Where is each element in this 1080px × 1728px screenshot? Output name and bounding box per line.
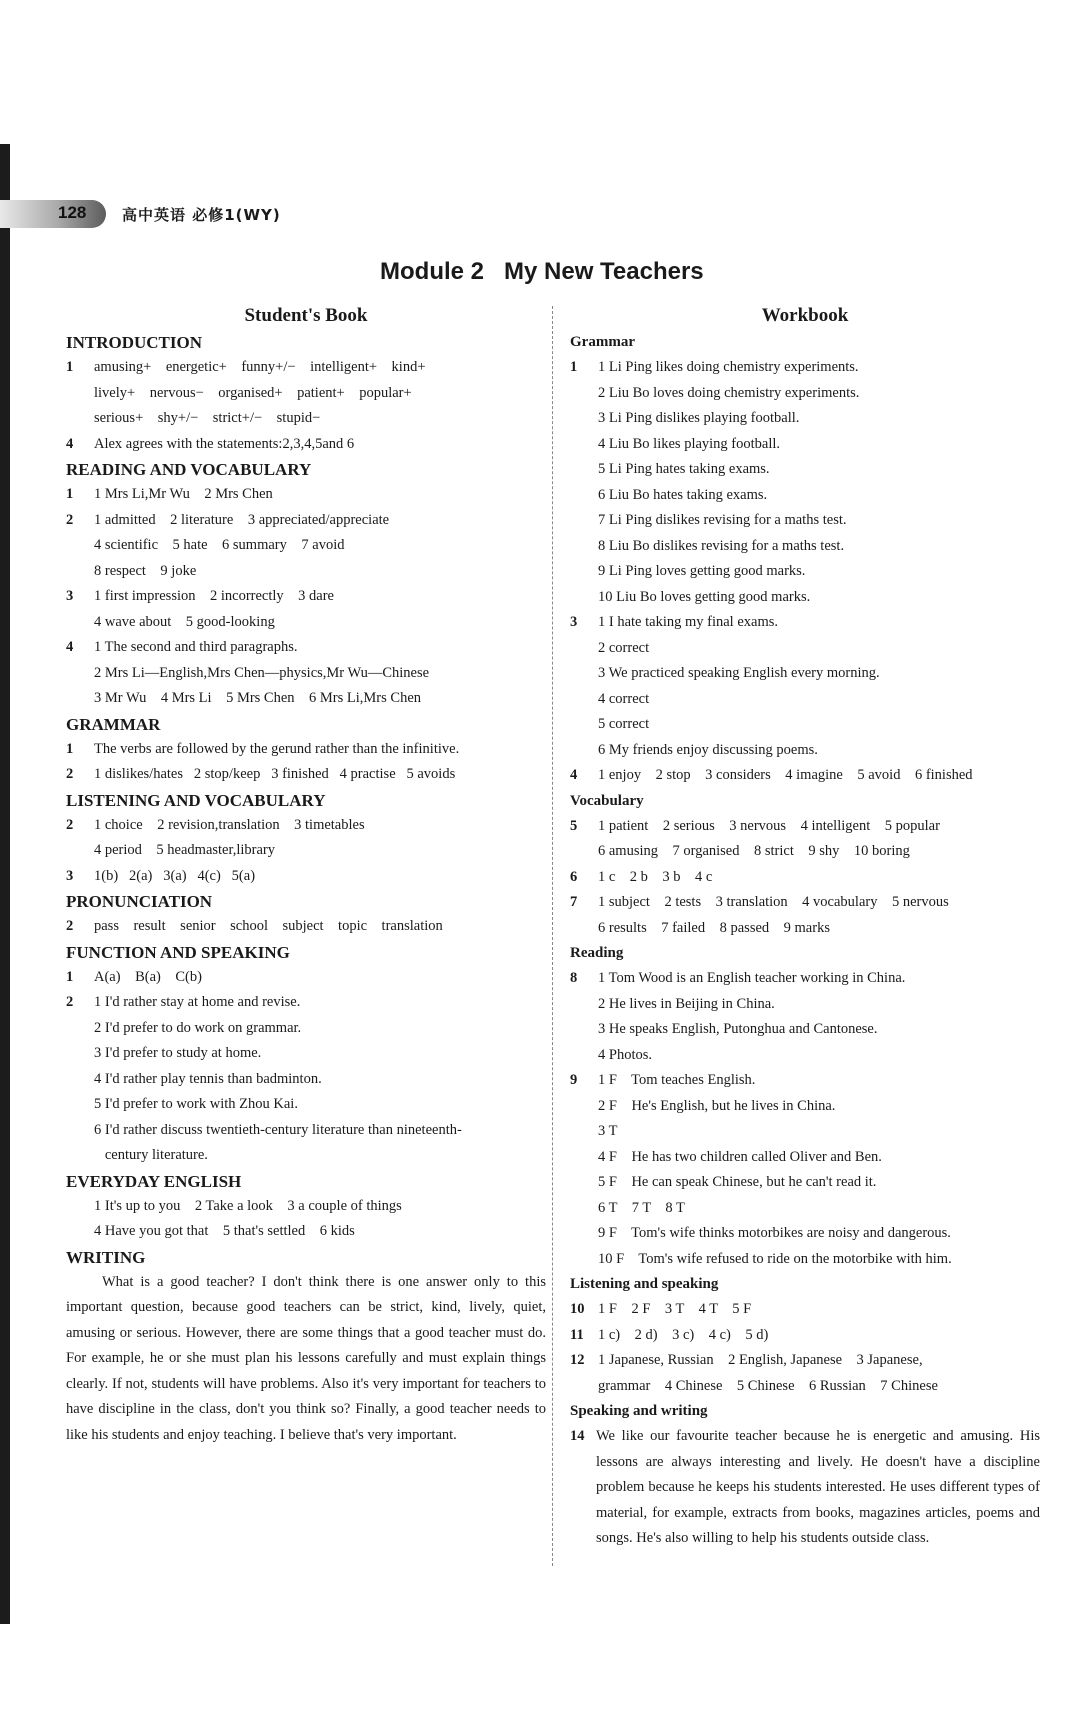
answer-item xyxy=(570,1068,1040,1272)
answer-line: A(a) B(a) C(b) xyxy=(94,968,202,985)
answer-line: 1 F 2 F 3 T 4 T 5 F xyxy=(598,1301,752,1317)
page-edge-bar xyxy=(0,144,10,1624)
item-number: 3 xyxy=(66,588,74,604)
answer-item xyxy=(570,814,1040,865)
item-number: 8 xyxy=(570,970,578,986)
answer-line: 5 F He can speak Chinese, but he can't read it. xyxy=(598,1174,877,1190)
answer-item xyxy=(66,990,546,1169)
section-heading: EVERYDAY ENGLISH xyxy=(66,1171,242,1191)
answer-line: 6 Liu Bo hates taking exams. xyxy=(598,486,768,503)
answer-line: Alex agrees with the statements:2,3,4,5and 6 xyxy=(94,435,355,452)
answer-item xyxy=(570,1348,1040,1399)
answer-line: 2 He lives in Beijing in China. xyxy=(598,995,775,1012)
answer-line: 4 correct xyxy=(598,690,650,707)
section-heading: Grammar xyxy=(570,334,635,350)
answer-line: 1 first impression 2 incorrectly 3 dare xyxy=(94,588,334,604)
item-number: 2 xyxy=(66,766,74,782)
item-number: 14 xyxy=(570,1428,585,1444)
answer-line: The verbs are followed by the gerund rather than the infinitive. xyxy=(94,740,460,757)
answer-line: 1 It's up to you 2 Take a look 3 a couple of things xyxy=(94,1197,402,1214)
answer-line: 2 correct xyxy=(598,639,650,656)
answer-item xyxy=(66,1194,546,1245)
answer-item xyxy=(66,813,546,864)
answer-line: 3 I'd prefer to study at home. xyxy=(94,1045,262,1061)
answer-line: 5 correct xyxy=(598,716,650,732)
answer-item xyxy=(570,865,1040,891)
item-number: 12 xyxy=(570,1352,585,1368)
answer-item xyxy=(570,355,1040,610)
section-heading: Vocabulary xyxy=(570,792,644,809)
item-number: 4 xyxy=(66,435,74,452)
answer-line: lively+ nervous− organised+ patient+ popular+ xyxy=(94,384,412,401)
answer-line: 1 dislikes/hates 2 stop/keep 3 finished 4 practise 5 avoids xyxy=(94,766,456,782)
answer-line: 1 I'd rather stay at home and revise. xyxy=(94,994,301,1010)
item-number: 4 xyxy=(570,767,578,783)
answer-line: 4 wave about 5 good-looking xyxy=(94,613,275,630)
item-number: 7 xyxy=(570,894,578,910)
answer-line: 4 F He has two children called Oliver and Ben. xyxy=(598,1148,882,1165)
answer-line: 4 Have you got that 5 that's settled 6 kids xyxy=(94,1223,355,1239)
workbook-title: Workbook xyxy=(761,305,849,326)
section-heading: FUNCTION AND SPEAKING xyxy=(66,942,290,962)
section-heading: INTRODUCTION xyxy=(66,333,203,352)
item-number: 1 xyxy=(570,359,578,375)
answer-line: amusing+ energetic+ funny+/− intelligent+ kind+ xyxy=(94,359,426,375)
answer-item xyxy=(66,482,546,508)
answer-item xyxy=(570,610,1040,763)
answer-line: 4 I'd rather play tennis than badminton. xyxy=(94,1070,322,1087)
page-number: 128 xyxy=(58,203,87,222)
answer-item xyxy=(66,432,546,458)
page-header xyxy=(0,200,600,230)
answer-line: 10 F Tom's wife refused to ride on the motorbike with him. xyxy=(598,1250,952,1267)
answer-line: 6 results 7 failed 8 passed 9 marks xyxy=(598,919,830,936)
item-number xyxy=(66,1194,92,1245)
answer-line: 3 We practiced speaking English every morning. xyxy=(598,665,880,681)
answer-line: 4 Liu Bo likes playing football. xyxy=(598,435,781,452)
answer-line: 9 F Tom's wife thinks motorbikes are noisy and dangerous. xyxy=(598,1225,951,1241)
section-heading: Reading xyxy=(570,945,624,961)
answer-item xyxy=(66,965,546,991)
section-heading: READING AND VOCABULARY xyxy=(66,460,312,479)
answer-line: 1 Tom Wood is an English teacher working in China. xyxy=(598,970,906,986)
answer-line: 6 My friends enjoy discussing poems. xyxy=(598,741,818,758)
item-number: 10 xyxy=(570,1301,585,1317)
answer-line: 1 Li Ping likes doing chemistry experiments. xyxy=(598,359,859,375)
students-book-column xyxy=(66,302,546,1448)
students-book-title: Student's Book xyxy=(244,305,368,326)
item-number: 3 xyxy=(66,867,74,884)
section-heading: WRITING xyxy=(66,1247,146,1267)
answer-line: 3 He speaks English, Putonghua and Cantonese. xyxy=(598,1021,878,1037)
answer-line: 4 scientific 5 hate 6 summary 7 avoid xyxy=(94,537,345,553)
item-number: 1 xyxy=(66,486,74,502)
answer-item xyxy=(66,864,546,890)
module-title: Module 2 My New Teachers xyxy=(380,258,704,285)
page-number-tab xyxy=(0,200,106,228)
answer-line: 3 Mr Wu 4 Mrs Li 5 Mrs Chen 6 Mrs Li,Mrs Chen xyxy=(94,690,422,706)
answer-line: 1 Japanese, Russian 2 English, Japanese 3 Japanese, xyxy=(598,1352,923,1368)
answer-line: 6 T 7 T 8 T xyxy=(598,1199,685,1216)
item-number: 1 xyxy=(66,740,74,757)
item-number: 11 xyxy=(570,1326,584,1343)
answer-line: 5 I'd prefer to work with Zhou Kai. xyxy=(94,1096,298,1112)
answer-line: 1 F Tom teaches English. xyxy=(598,1072,756,1088)
item-number: 1 xyxy=(66,968,74,985)
section-heading: LISTENING AND VOCABULARY xyxy=(66,790,326,810)
answer-item xyxy=(66,737,546,763)
answer-item xyxy=(66,355,546,432)
item-number: 9 xyxy=(570,1072,578,1088)
answer-item xyxy=(66,914,546,940)
answer-item xyxy=(66,635,546,712)
answer-line: 8 respect 9 joke xyxy=(94,562,197,579)
writing-paragraph: What is a good teacher? I don't think there is one answer only to this important question, because good teachers can be strict, kind, lively, quiet, amusing or serious. However, there are some things that a good teacher must do. For example, he or she must plan his lessons carefully and must explain things clearly. If not, students will have problems. Also it's very important for teachers to have discipline in the class, don't you think so? Finally, a good teacher needs to like his students and enjoy teaching. I believe that's very important. xyxy=(66,1273,546,1443)
answer-line: 6 I'd rather discuss twentieth-century literature than nineteenth- xyxy=(94,1121,462,1138)
answer-line: 1 admitted 2 literature 3 appreciated/appreciate xyxy=(94,511,390,528)
item-number: 1 xyxy=(66,359,74,375)
item-number: 2 xyxy=(66,816,74,833)
item-number: 2 xyxy=(66,994,74,1010)
answer-item xyxy=(570,1323,1040,1349)
answer-line: century literature. xyxy=(94,1147,208,1163)
answer-item xyxy=(570,966,1040,1068)
answer-line: 7 Li Ping dislikes revising for a maths test. xyxy=(598,512,847,528)
item-number: 6 xyxy=(570,868,578,885)
workbook-column xyxy=(570,302,1040,1552)
answer-line: 2 Mrs Li—English,Mrs Chen—physics,Mr Wu—Chinese xyxy=(94,664,430,681)
answer-line: 3 T xyxy=(598,1123,618,1139)
item-number: 5 xyxy=(570,817,578,834)
answer-line: 1(b) 2(a) 3(a) 4(c) 5(a) xyxy=(94,867,256,884)
answer-line: 4 period 5 headmaster,library xyxy=(94,842,276,858)
answer-item xyxy=(66,762,546,788)
answer-line: 9 Li Ping loves getting good marks. xyxy=(598,563,806,579)
answer-line: 5 Li Ping hates taking exams. xyxy=(598,461,770,477)
answer-line: 4 Photos. xyxy=(598,1046,652,1063)
answer-item xyxy=(570,763,1040,789)
item-number: 2 xyxy=(66,511,74,528)
answer-item xyxy=(66,508,546,585)
answer-line: 1 c 2 b 3 b 4 c xyxy=(598,868,713,885)
column-divider xyxy=(552,306,553,1566)
answer-line: serious+ shy+/− strict+/− stupid− xyxy=(94,410,321,426)
answer-line: 1 subject 2 tests 3 translation 4 vocabulary 5 nervous xyxy=(598,894,949,910)
answer-line: 1 patient 2 serious 3 nervous 4 intelligent 5 popular xyxy=(598,817,940,834)
answer-line: pass result senior school subject topic translation xyxy=(94,918,443,934)
answer-item xyxy=(66,584,546,635)
answer-line: 1 c) 2 d) 3 c) 4 c) 5 d) xyxy=(598,1326,769,1343)
answer-line: 1 I hate taking my final exams. xyxy=(598,614,778,630)
writing-answer xyxy=(66,1270,546,1449)
answer-line: 1 enjoy 2 stop 3 considers 4 imagine 5 avoid 6 finished xyxy=(598,767,973,783)
answer-line: 1 Mrs Li,Mr Wu 2 Mrs Chen xyxy=(94,486,273,502)
answer-item xyxy=(570,890,1040,941)
section-heading: PRONUNCIATION xyxy=(66,892,213,911)
section-heading: GRAMMAR xyxy=(66,714,161,734)
section-heading: Listening and speaking xyxy=(570,1276,719,1292)
answer-line: 1 The second and third paragraphs. xyxy=(94,639,298,655)
answer-item xyxy=(570,1297,1040,1323)
answer-line: 2 I'd prefer to do work on grammar. xyxy=(94,1019,302,1036)
answer-line: 6 amusing 7 organised 8 strict 9 shy 10 boring xyxy=(598,843,910,859)
answer-line: grammar 4 Chinese 5 Chinese 6 Russian 7 Chinese xyxy=(598,1377,938,1394)
speaking-writing-paragraph: We like our favourite teacher because he is energetic and amusing. His lessons are always interesting and lively. He doesn't have a discipline problem because he keeps his students interested. He uses different types of material, for example, extracts from books, magazines articles, poems and songs. He's also willing to help his students outside class. xyxy=(596,1428,1040,1546)
answer-line: 2 F He's English, but he lives in China. xyxy=(598,1097,836,1114)
answer-line: 10 Liu Bo loves getting good marks. xyxy=(598,588,811,605)
section-heading: Speaking and writing xyxy=(570,1403,708,1419)
answer-line: 2 Liu Bo loves doing chemistry experiments. xyxy=(598,384,860,401)
answer-line: 3 Li Ping dislikes playing football. xyxy=(598,410,800,426)
answer-line: 8 Liu Bo dislikes revising for a maths test. xyxy=(598,537,845,554)
answer-line: 1 choice 2 revision,translation 3 timetables xyxy=(94,816,365,833)
item-number: 2 xyxy=(66,918,74,934)
item-number: 4 xyxy=(66,639,74,655)
book-title: 高中英语 必修1(WY) xyxy=(122,206,281,224)
item-number: 3 xyxy=(570,614,578,630)
speaking-writing-answer xyxy=(570,1424,1040,1552)
